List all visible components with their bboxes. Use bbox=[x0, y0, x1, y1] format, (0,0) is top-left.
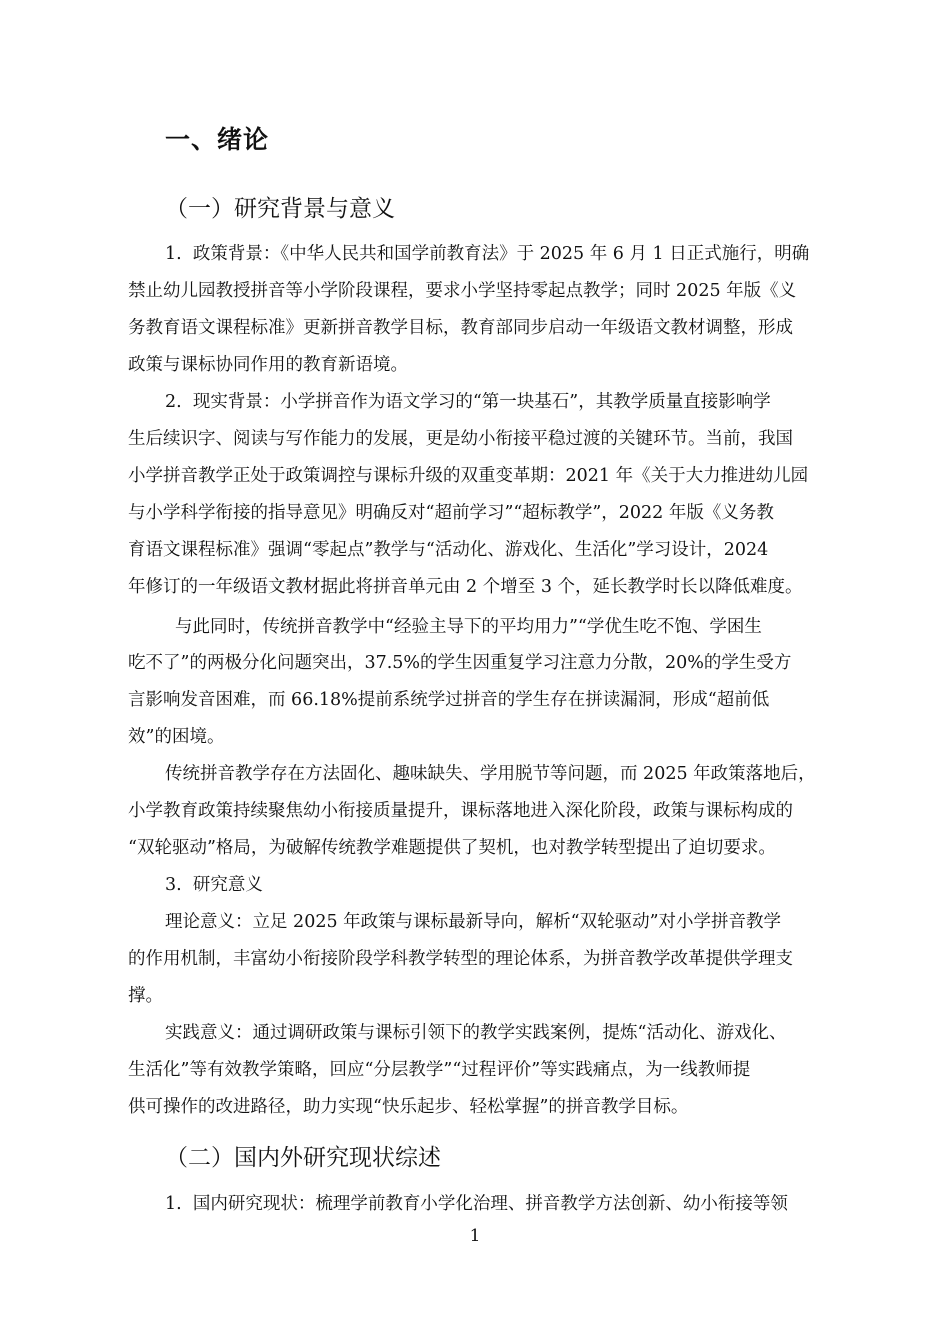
body-line: 1. 政策背景：《中华人民共和国学前教育法》于 2025 年 6 月 1 日正式施行，明确 bbox=[165, 244, 810, 264]
section-title: 一、绪论 bbox=[165, 125, 270, 154]
body-line: 小学拼音教学正处于政策调控与课标升级的双重变革期：2021 年《关于大力推进幼儿园 bbox=[128, 466, 809, 486]
body-line: 效”的困境。 bbox=[128, 727, 225, 747]
body-line: 言影响发音困难，而 66.18%提前系统学过拼音的学生存在拼读漏洞，形成“超前低 bbox=[128, 690, 770, 710]
body-line: 小学教育政策持续聚焦幼小衔接质量提升，课标落地进入深化阶段，政策与课标构成的 bbox=[128, 801, 793, 821]
body-line: 禁止幼儿园教授拼音等小学阶段课程，要求小学坚持零起点教学；同时 2025 年版《义 bbox=[128, 281, 797, 301]
body-line: 年修订的一年级语文教材据此将拼音单元由 2 个增至 3 个，延长教学时长以降低难度。 bbox=[128, 577, 803, 597]
body-line: 3. 研究意义 bbox=[165, 875, 263, 895]
body-line: 生活化”等有效教学策略，回应“分层教学”“过程评价”等实践痛点，为一线教师提 bbox=[128, 1060, 751, 1080]
body-line: 与此同时，传统拼音教学中“经验主导下的平均用力”“学优生吃不饱、学困生 bbox=[175, 617, 762, 637]
body-line: “双轮驱动”格局，为破解传统教学难题提供了契机，也对教学转型提出了迫切要求。 bbox=[128, 838, 776, 858]
body-line: 与小学科学衔接的指导意见》明确反对“超前学习”“超标教学”，2022 年版《义务教 bbox=[128, 503, 774, 523]
body-line: 务教育语文课程标准》更新拼音教学目标，教育部同步启动一年级语文教材调整，形成 bbox=[128, 318, 793, 338]
body-line: 实践意义：通过调研政策与课标引领下的教学实践案例，提炼“活动化、游戏化、 bbox=[165, 1023, 787, 1043]
body-line: 传统拼音教学存在方法固化、趣味缺失、学用脱节等问题，而 2025 年政策落地后， bbox=[165, 764, 816, 784]
body-line: 育语文课程标准》强调“零起点”教学与“活动化、游戏化、生活化”学习设计，2024 bbox=[128, 540, 769, 560]
body-line: 吃不了”的两极分化问题突出，37.5%的学生因重复学习注意力分散，20%的学生受方 bbox=[128, 653, 792, 673]
body-line: 的作用机制，丰富幼小衔接阶段学科教学转型的理论体系，为拼音教学改革提供学理支 bbox=[128, 949, 793, 969]
body-line: 生后续识字、阅读与写作能力的发展，更是幼小衔接平稳过渡的关键环节。当前，我国 bbox=[128, 429, 793, 449]
page-number: 1 bbox=[469, 1226, 481, 1246]
body-line: 理论意义：立足 2025 年政策与课标最新导向，解析“双轮驱动”对小学拼音教学 bbox=[165, 912, 782, 932]
body-line: 2. 现实背景：小学拼音作为语文学习的“第一块基石”，其教学质量直接影响学 bbox=[165, 392, 771, 412]
body-line: 政策与课标协同作用的教育新语境。 bbox=[128, 355, 408, 375]
body-line: 供可操作的改进路径，助力实现“快乐起步、轻松掌握”的拼音教学目标。 bbox=[128, 1097, 689, 1117]
body-line: 撑。 bbox=[128, 986, 163, 1006]
body-line: 1. 国内研究现状：梳理学前教育小学化治理、拼音教学方法创新、幼小衔接等领 bbox=[165, 1194, 788, 1214]
subsection-title-background: （一）研究背景与意义 bbox=[165, 196, 395, 222]
subsection-title-literature: （二）国内外研究现状综述 bbox=[165, 1145, 441, 1171]
